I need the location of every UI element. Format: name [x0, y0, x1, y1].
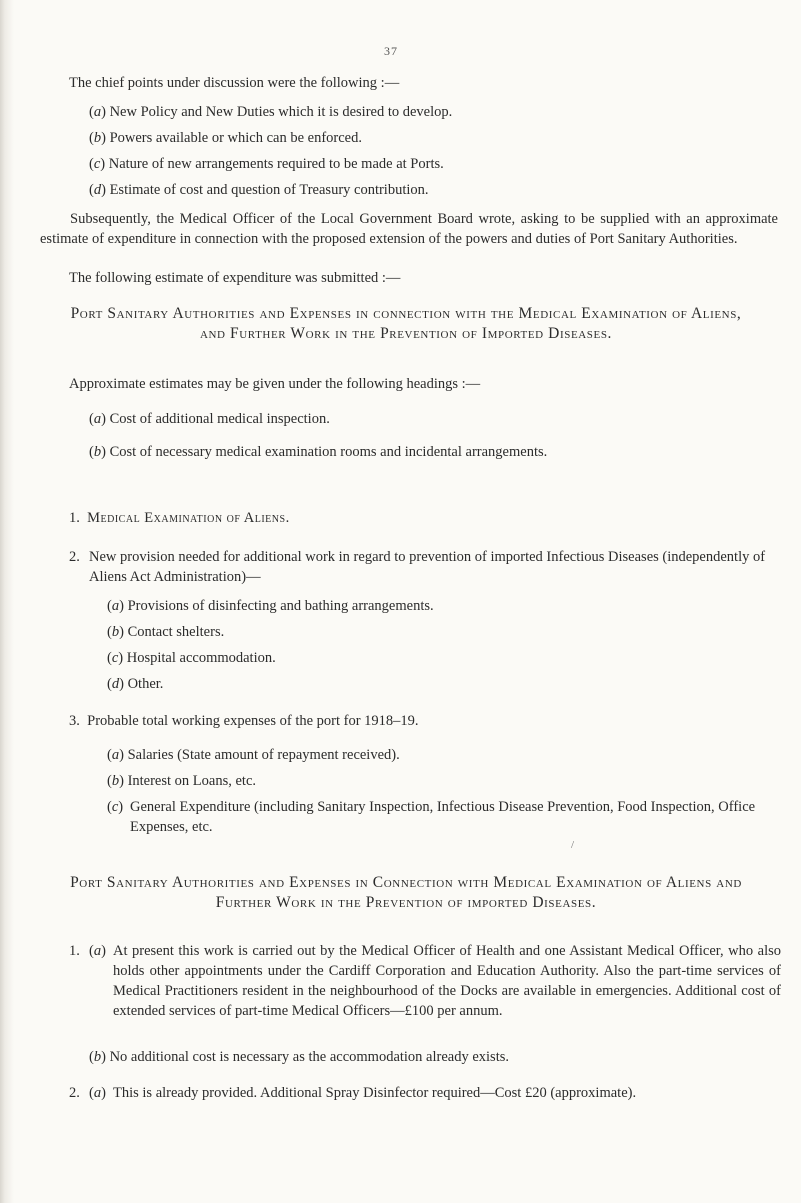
- item-3-sub-b: (b) Interest on Loans, etc.: [107, 773, 257, 789]
- subsequently-paragraph: Subsequently, the Medical Officer of the Local Government Board wrote, asking to be supplied with an approximate estimate of expenditure in connection with the proposed extension of the powers and duties of Port Sanitary Authorities.: [40, 211, 778, 247]
- item-3-sub-a: (a) Salaries (State amount of repayment received).: [107, 747, 400, 763]
- point-d: (d) Estimate of cost and question of Treasury contribution.: [89, 182, 429, 198]
- intro-text: The chief points under discussion were the following :—: [69, 75, 400, 91]
- item-1: 1. Medical Examination of Aliens.: [69, 510, 290, 526]
- item-2-sub-a: (a) Provisions of disinfecting and bathing arrangements.: [107, 598, 434, 614]
- following-estimate: The following estimate of expenditure was submitted :—: [69, 270, 401, 286]
- answer-2a-label: (a): [89, 1085, 106, 1101]
- answer-1a-label: (a): [89, 943, 106, 959]
- answer-2a-text: This is already provided. Additional Spray Disinfector required—Cost £20 (approximate).: [113, 1085, 637, 1101]
- point-c: (c) Nature of new arrangements required to be made at Ports.: [89, 156, 444, 172]
- item-3-sub-c-text: General Expenditure (including Sanitary Inspection, Infectious Disease Prevention, Food Inspection, Office Expenses, etc.: [130, 799, 756, 835]
- page-number: 37: [384, 44, 398, 58]
- heading-b: (b) Cost of necessary medical examination rooms and incidental arrangements.: [89, 444, 548, 460]
- stray-mark: /: [571, 839, 575, 851]
- item-3-sub-c-label: (c): [107, 799, 124, 815]
- item-2-sub-c: (c) Hospital accommodation.: [107, 650, 276, 666]
- answer-1b: (b) No additional cost is necessary as the accommodation already exists.: [89, 1049, 509, 1065]
- answer-2-num: 2.: [69, 1085, 80, 1101]
- item-3: 3. Probable total working expenses of the port for 1918–19.: [69, 713, 419, 729]
- heading-2: Port Sanitary Authorities and Expenses in Connection with Medical Examination of Aliens and Further Work in the Prevention of imported Diseases.: [70, 874, 742, 911]
- heading-1: Port Sanitary Authorities and Expenses in connection with the Medical Examination of Aliens, and Further Work in the Prevention of Imported Diseases.: [70, 305, 742, 342]
- point-a: (a) New Policy and New Duties which it is desired to develop.: [89, 104, 453, 120]
- item-2-sub-d: (d) Other.: [107, 676, 164, 692]
- answer-1a-text: At present this work is carried out by the Medical Officer of Health and one Assistant Medical Officer, who also holds other appointments under the Cardiff Corporation and Education Authority. Also the part-time services of Medical Practitioners resident in the neighbourhood of the Docks are available in emergencies. Additional cost of extended services of part-time Medical Officers—£100 per annum.: [113, 943, 781, 1019]
- point-b: (b) Powers available or which can be enforced.: [89, 130, 362, 146]
- item-2-sub-b: (b) Contact shelters.: [107, 624, 225, 640]
- approx-intro: Approximate estimates may be given under the following headings :—: [69, 376, 481, 392]
- item-2-text: New provision needed for additional work in regard to prevention of imported Infectious Diseases (independently of Aliens Act Administration)—: [89, 549, 766, 585]
- item-2-num: 2.: [69, 549, 80, 565]
- heading-a: (a) Cost of additional medical inspection.: [89, 411, 330, 427]
- answer-1-num: 1.: [69, 943, 80, 959]
